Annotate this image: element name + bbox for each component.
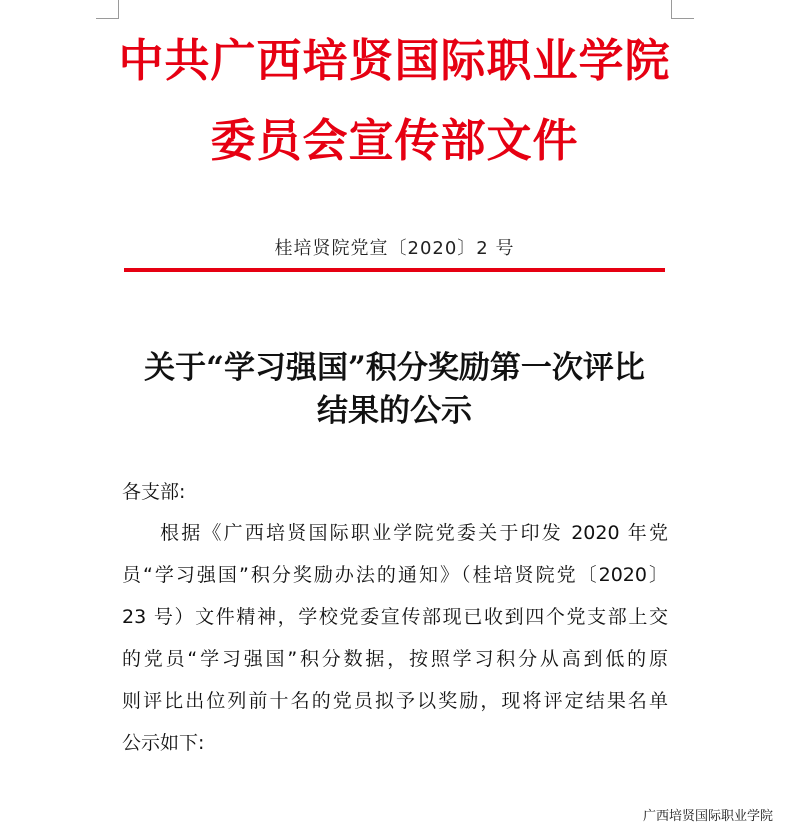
footer-organization: 广西培贤国际职业学院	[642, 809, 773, 824]
document-number: 桂培贤院党宣〔2020〕2 号	[274, 238, 515, 259]
paragraph-line: 则评比出位列前十名的党员拟予以奖励，现将评定结果名单	[122, 690, 668, 712]
crop-mark-left	[96, 0, 119, 19]
notice-title-line2: 结果的公示	[317, 393, 472, 429]
red-divider-line	[124, 268, 665, 272]
salutation: 各支部:	[122, 481, 186, 503]
paragraph-line: 员“学习强国”积分奖励办法的通知》（桂培贤院党〔2020〕	[122, 564, 668, 586]
document-header-title-line2: 委员会宣传部文件	[210, 114, 579, 167]
paragraph-line: 23 号）文件精神，学校党委宣传部现已收到四个党支部上交	[122, 606, 668, 628]
crop-mark-right	[671, 0, 694, 19]
paragraph-line: 根据《广西培贤国际职业学院党委关于印发 2020 年党	[160, 522, 668, 544]
paragraph-line: 的党员“学习强国”积分数据，按照学习积分从高到低的原	[122, 648, 668, 670]
document-header-title-line1: 中共广西培贤国际职业学院	[118, 34, 671, 87]
notice-title-line1: 关于“学习强国”积分奖励第一次评比	[144, 350, 645, 386]
paragraph-line: 公示如下:	[122, 732, 205, 754]
